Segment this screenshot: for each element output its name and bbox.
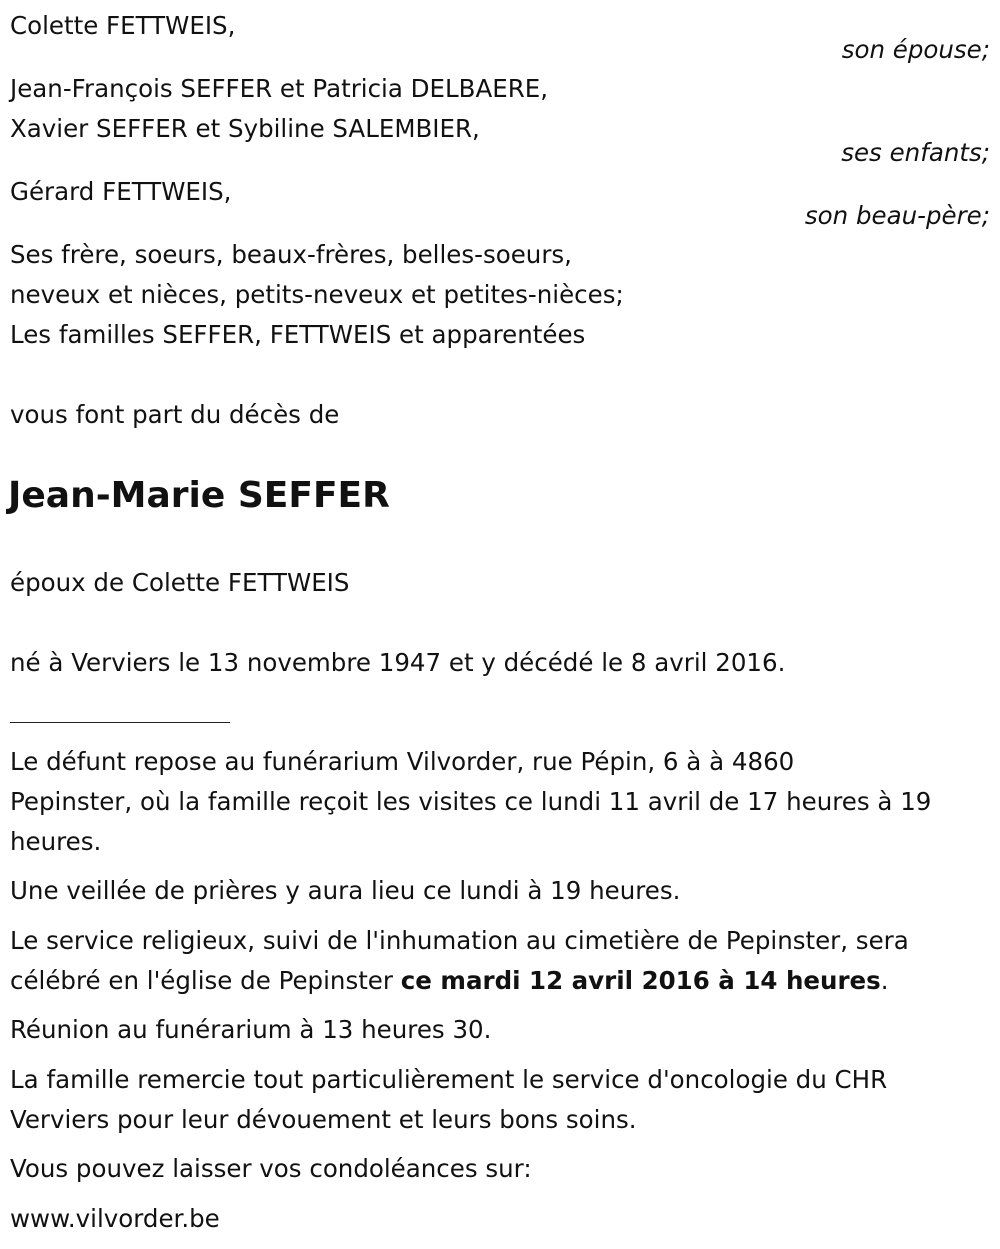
- spouse-of-line: époux de Colette FETTWEIS: [10, 568, 350, 597]
- thanks-line-2: Verviers pour leur dévouement et leurs bons soins.: [10, 1105, 637, 1134]
- service-date-time: ce mardi 12 avril 2016 à 14 heures: [400, 966, 881, 995]
- website-link[interactable]: www.vilvorder.be: [10, 1204, 220, 1233]
- service-line-1: Le service religieux, suivi de l'inhumation au cimetière de Pepinster, sera: [10, 926, 909, 955]
- service-line-2-prefix: célébré en l'église de Pepinster: [10, 966, 401, 995]
- thanks-line-1: La famille remercie tout particulièrement le service d'oncologie du CHR: [10, 1065, 888, 1094]
- service-line-2: [10, 961, 889, 1001]
- repose-line-3: heures.: [10, 827, 102, 856]
- child-line-1: Jean-François SEFFER et Patricia DELBAERE,: [10, 74, 548, 103]
- announcement-intro: vous font part du décès de: [10, 400, 340, 429]
- service-line-2-suffix: .: [880, 966, 889, 995]
- birth-death-line: né à Verviers le 13 novembre 1947 et y décédé le 8 avril 2016.: [10, 648, 786, 677]
- relatives-line-1: Ses frère, soeurs, beaux-frères, belles-soeurs,: [10, 240, 572, 269]
- deceased-name: Jean-Marie SEFFER: [8, 475, 390, 516]
- relatives-line-2: neveux et nièces, petits-neveux et petites-nièces;: [10, 280, 624, 309]
- spouse-role: son épouse;: [841, 35, 990, 64]
- children-role: ses enfants;: [841, 138, 990, 167]
- meeting-line: Réunion au funérarium à 13 heures 30.: [10, 1015, 492, 1044]
- repose-line-1: Le défunt repose au funérarium Vilvorder, rue Pépin, 6 à à 4860: [10, 747, 795, 776]
- child-line-2: Xavier SEFFER et Sybiline SALEMBIER,: [10, 114, 480, 143]
- condolences-line: Vous pouvez laisser vos condoléances sur:: [10, 1154, 532, 1183]
- repose-line-2: Pepinster, où la famille reçoit les visites ce lundi 11 avril de 17 heures à 19: [10, 787, 932, 816]
- vigil-line: Une veillée de prières y aura lieu ce lundi à 19 heures.: [10, 876, 681, 905]
- father-in-law-name: Gérard FETTWEIS,: [10, 177, 232, 206]
- relatives-line-3: Les familles SEFFER, FETTWEIS et apparentées: [10, 320, 586, 349]
- separator-line: [10, 722, 230, 723]
- spouse-name: Colette FETTWEIS,: [10, 11, 236, 40]
- father-in-law-role: son beau-père;: [804, 201, 990, 230]
